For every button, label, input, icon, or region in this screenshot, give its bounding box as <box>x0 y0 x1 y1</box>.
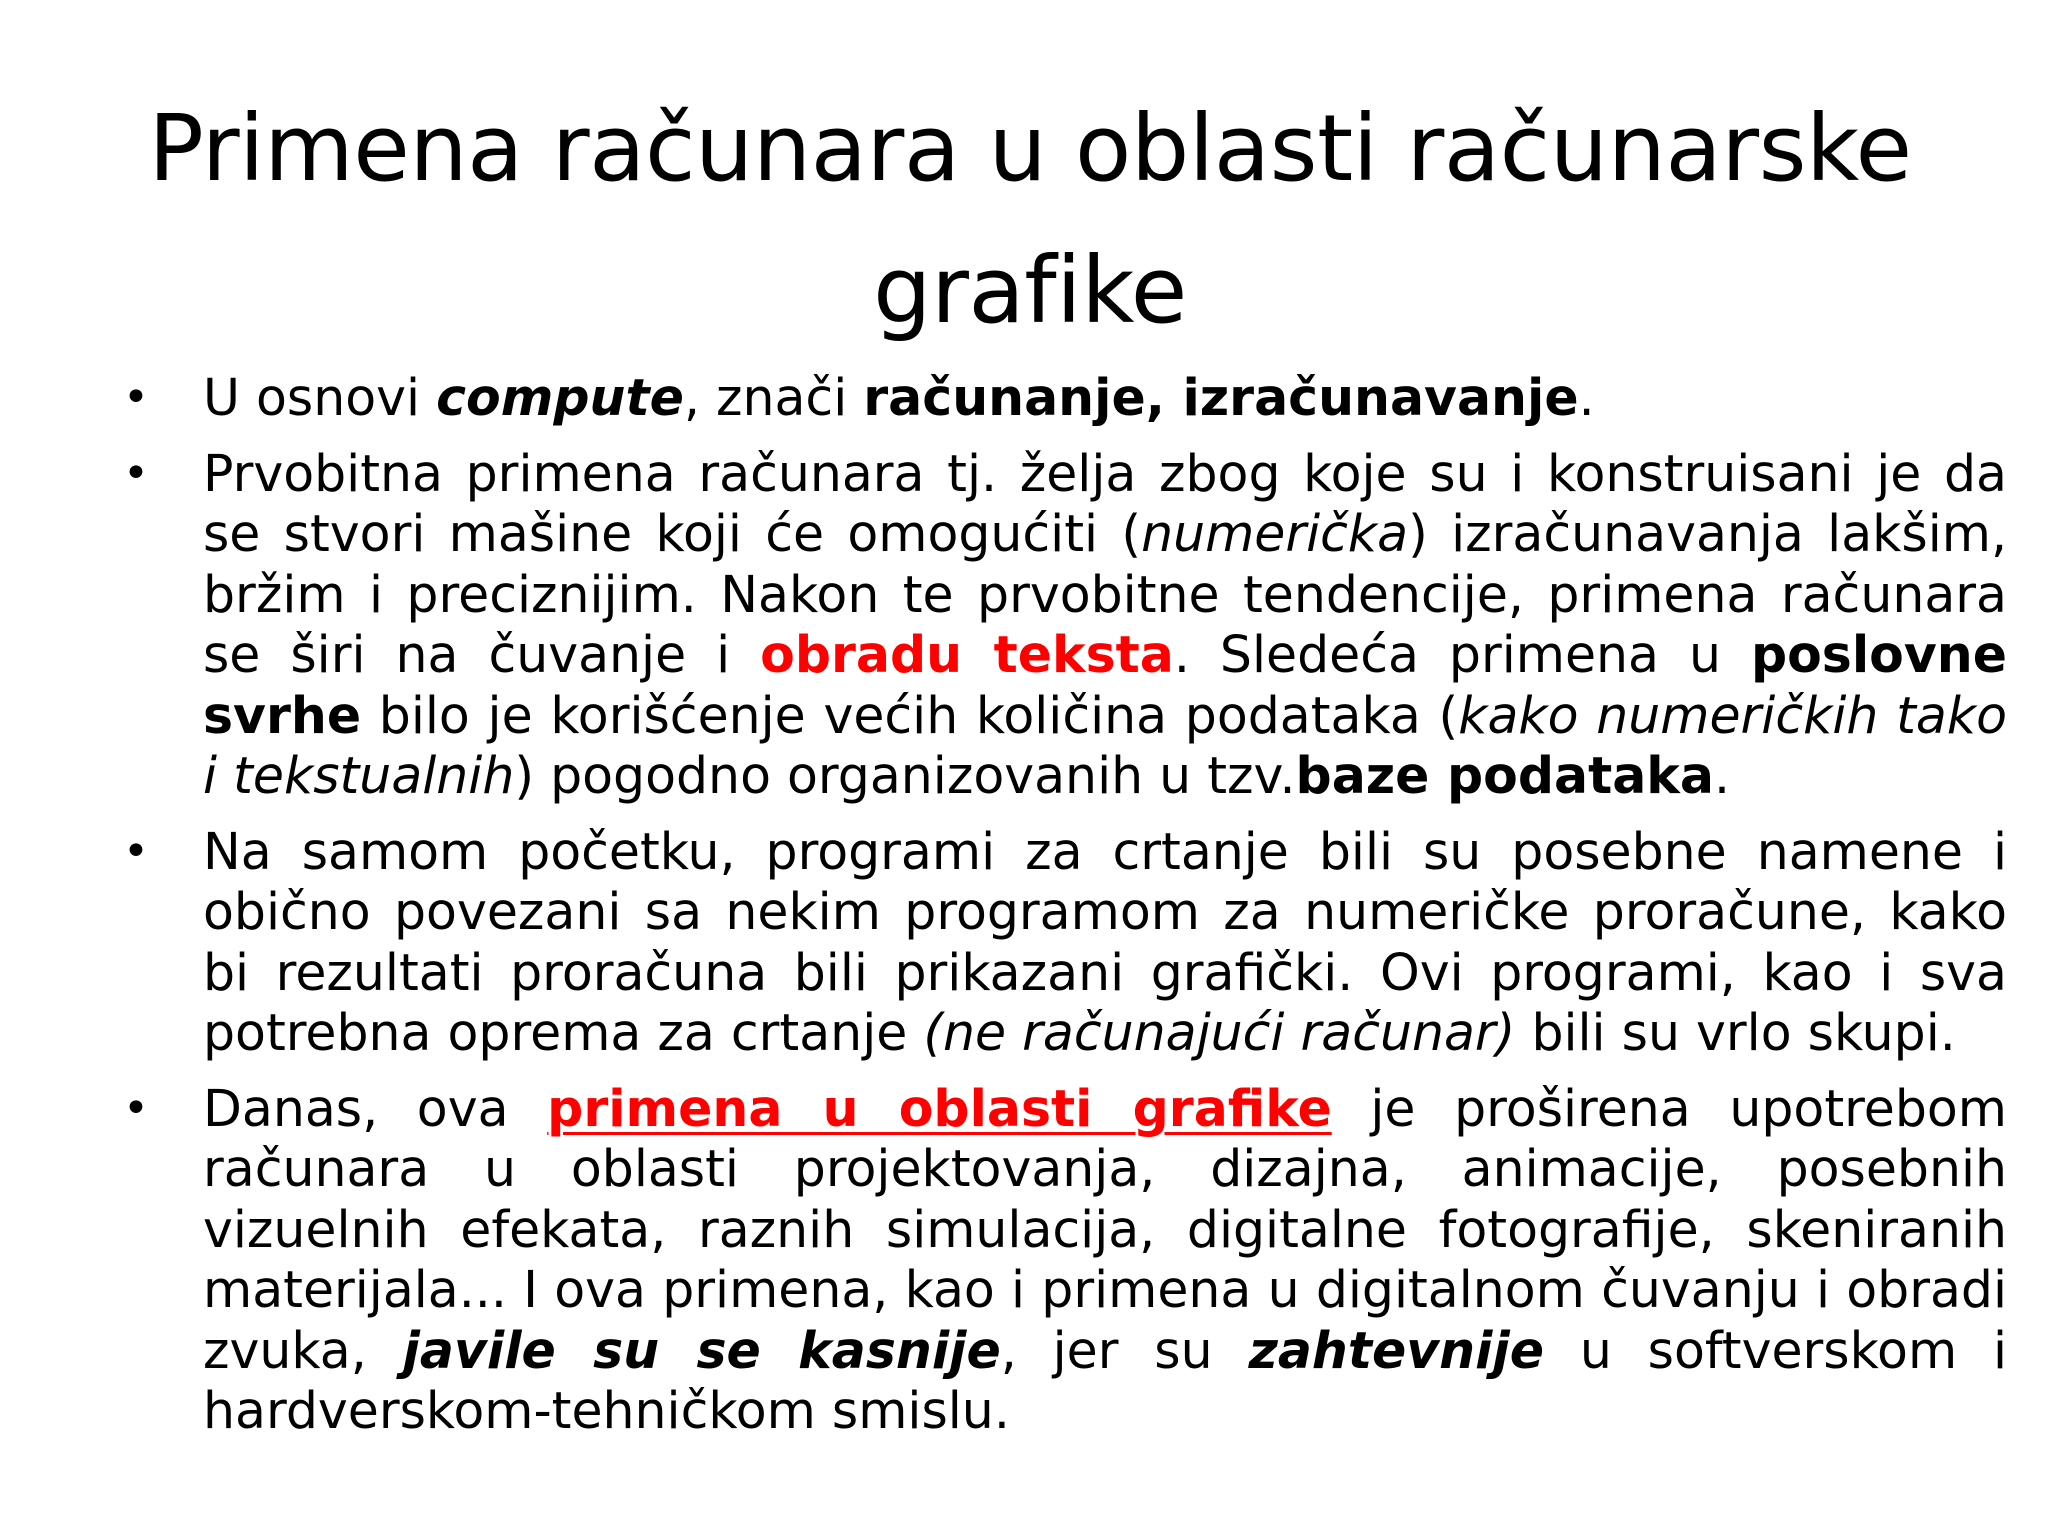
bullet-text: bilo je korišćenje većih količina podataka ( <box>361 685 1459 745</box>
bold-italic-term: zahtevnije <box>1248 1320 1545 1380</box>
bold-italic-term: javile su se kasnije <box>402 1320 1001 1380</box>
bullet-dot-icon: • <box>123 447 149 499</box>
bullet-text: Danas, ova <box>203 1078 548 1138</box>
bullet-item <box>120 444 2007 807</box>
slide-title: Primena računara u oblasti računarske grafike <box>148 95 1912 344</box>
bullet-text: bili su vrlo skupi. <box>1515 1003 1956 1062</box>
bullet-item <box>120 368 2007 429</box>
bullet-text: ) izračunavanja lakšim, bržim i preciznijim. Nakon te prvobitne tendencije, primena računara se širi na čuvanje i <box>203 504 2007 684</box>
bullet-dot-icon: • <box>123 372 149 423</box>
highlight-term: obradu teksta <box>760 625 1174 684</box>
bold-term: računanje, izračunavanje <box>863 368 1579 427</box>
italic-term: kako numeričkih tako i tekstualnih <box>203 685 2007 805</box>
bullet-text: , jer su <box>1000 1320 1249 1380</box>
bullet-text: u softverskom i hardverskom-tehničkom smislu. <box>203 1320 2008 1440</box>
italic-term: numerička <box>1141 504 1409 563</box>
bullet-text: Prvobitna primena računara tj. želja zbog koje su i konstruisani je da se stvori mašine koji će omogućiti ( <box>203 443 2007 563</box>
bullet-text: . <box>1713 746 1731 805</box>
bullet-text: Na samom početku, programi za crtanje bili su posebne namene i obično povezani sa nekim programom za numeričke proračune, kako bi rezultati proračuna bili prikazani grafički. Ovi programi, kao i sva potrebna oprema za crtanje <box>203 821 2007 1062</box>
bullet-text: ) pogodno organizovanih u tzv. <box>514 746 1296 805</box>
highlight-link-term: primena u oblasti grafike <box>547 1078 1332 1138</box>
bullet-dot-icon: • <box>123 825 149 877</box>
bullet-dot-icon: • <box>123 1082 149 1134</box>
bullet-item <box>120 822 2007 1064</box>
bold-italic-term: compute <box>436 368 684 427</box>
bullet-list <box>120 368 2007 1457</box>
bullet-text: je proširena upotrebom računara u oblasti projektovanja, dizajna, animacije, posebnih vizuelnih efekata, raznih simulacija, digitalne fotografije, skeniranih materijala... I ova primena, kao i primena u digitalnom čuvanju i obradi zvuka, <box>203 1078 2007 1380</box>
bold-term: baze podataka <box>1295 746 1714 805</box>
bullet-text: . Sledeća primena u <box>1173 625 1751 684</box>
bullet-text: . <box>1578 368 1595 427</box>
bullet-item <box>120 1079 2007 1442</box>
bold-term: poslovne svrhe <box>203 625 2007 745</box>
italic-term: (ne računajući računar) <box>923 1003 1516 1062</box>
bullet-text: , znači <box>683 368 864 427</box>
bullet-text: U osnovi <box>203 368 437 427</box>
